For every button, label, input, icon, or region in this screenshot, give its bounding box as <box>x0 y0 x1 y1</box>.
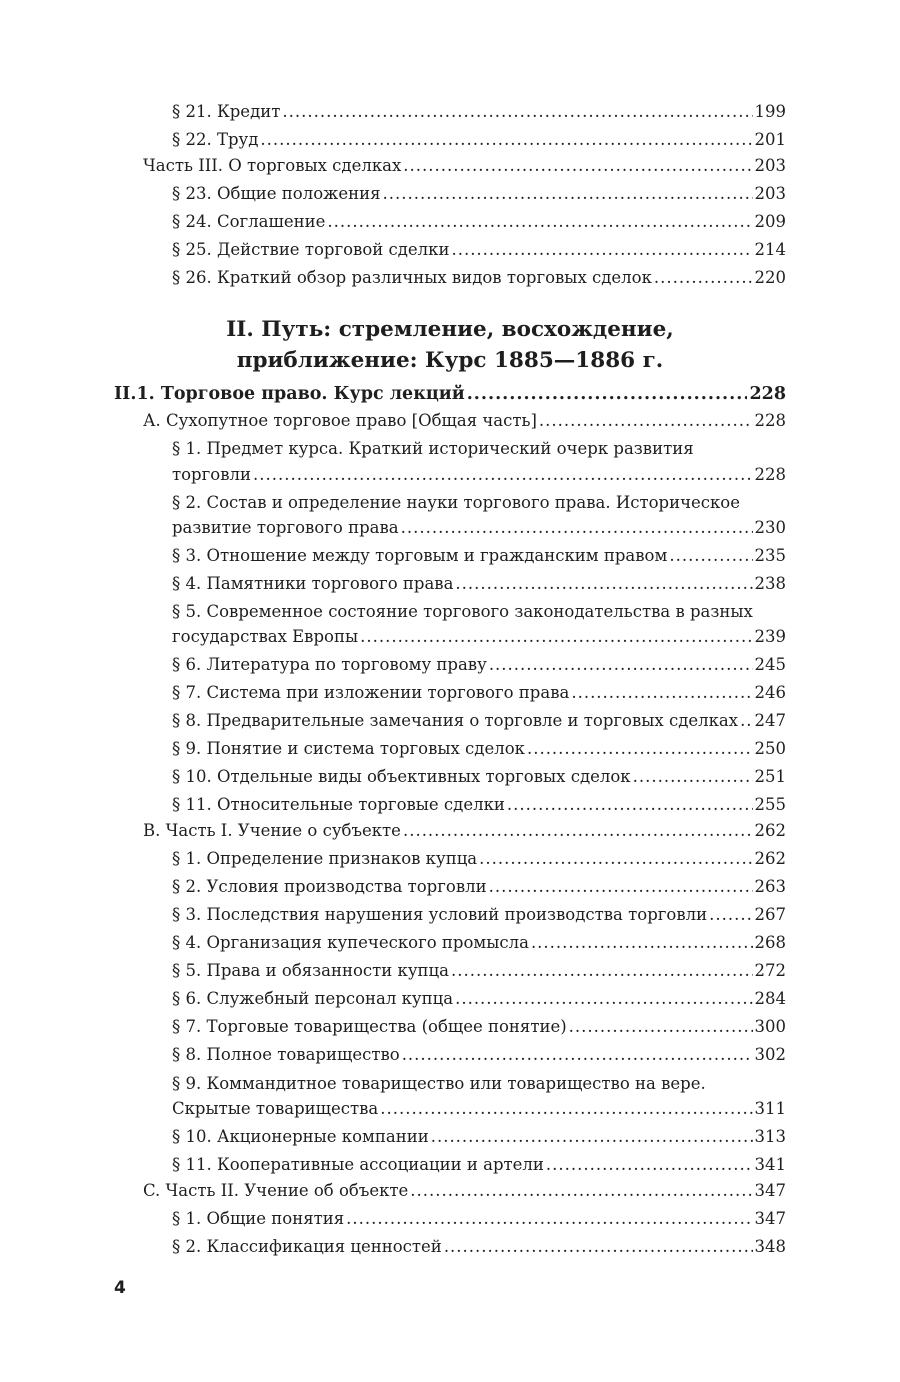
dot-leader <box>282 99 752 125</box>
toc-entry-title: § 10. Акционерные компании <box>172 1127 429 1146</box>
toc-entry-page: 199 <box>754 102 786 121</box>
dot-leader <box>327 209 752 235</box>
toc-entry <box>172 680 786 706</box>
toc-entry-title: § 24. Соглашение <box>172 212 326 231</box>
toc-entry <box>172 736 786 762</box>
toc-entry-page: 209 <box>754 212 786 231</box>
dot-leader <box>455 571 752 597</box>
toc-entry-page: 272 <box>754 961 786 980</box>
section-heading-line-1: II. Путь: стремление, восхождение, <box>226 317 674 342</box>
dot-leader <box>709 902 752 928</box>
toc-entry <box>172 515 786 541</box>
toc-entry-page: 262 <box>754 849 786 868</box>
dot-leader <box>479 846 752 872</box>
toc-entry-page: 300 <box>754 1017 786 1036</box>
toc-entry-page: 263 <box>754 877 786 896</box>
toc-entry <box>172 1014 786 1040</box>
toc-entry-title: § 22. Труд <box>172 130 259 149</box>
toc-entry-title-line1: § 5. Современное состояние торгового законодательства в разных <box>172 602 753 621</box>
toc-entry-title: § 23. Общие положения <box>172 184 381 203</box>
toc-entry-title: § 26. Краткий обзор различных видов торговых сделок <box>172 268 652 287</box>
toc-entry <box>172 652 786 678</box>
dot-leader <box>403 818 753 844</box>
toc-entry-title: § 25. Действие торговой сделки <box>172 240 450 259</box>
toc-entry <box>172 181 786 207</box>
dot-leader <box>444 1234 753 1260</box>
dot-leader <box>531 930 753 956</box>
toc-entry-title: государствах Европы <box>172 627 359 646</box>
dot-leader <box>260 127 752 153</box>
toc-entry-title: § 8. Полное товарищество <box>172 1045 400 1064</box>
toc-entry-page: 268 <box>754 933 786 952</box>
toc-entry-title: § 5. Права и обязанности купца <box>172 961 450 980</box>
toc-entry-page: 347 <box>754 1209 786 1228</box>
toc-entry-title: § 2. Условия производства торговли <box>172 877 487 896</box>
toc-entry-title: § 10. Отдельные виды объективных торговых сделок <box>172 767 631 786</box>
toc-entry-page: 235 <box>754 546 786 565</box>
toc-entry-title: § 6. Литература по торговому праву <box>172 655 487 674</box>
dot-leader <box>431 1124 753 1150</box>
toc-entry-title: § 1. Определение признаков купца <box>172 849 478 868</box>
toc-entry <box>143 408 786 434</box>
toc-entry-title: § 6. Служебный персонал купца <box>172 989 454 1008</box>
toc-entry <box>172 624 786 650</box>
toc-entry <box>172 1152 786 1178</box>
toc-entry-title: § 3. Последствия нарушения условий производства торговли <box>172 905 708 924</box>
dot-leader <box>527 736 753 762</box>
dot-leader <box>382 181 752 207</box>
toc-entry-title: § 7. Торговые товарищества (общее понятие) <box>172 1017 567 1036</box>
page-number: 4 <box>114 1278 126 1298</box>
toc-entry <box>172 846 786 872</box>
dot-leader <box>507 792 753 818</box>
toc-entry-page: 267 <box>754 905 786 924</box>
toc-entry-page: 238 <box>754 574 786 593</box>
toc-entry-title-line1: § 9. Коммандитное товарищество или товарищество на вере. <box>172 1074 706 1093</box>
toc-entry <box>172 571 786 597</box>
dot-leader <box>569 1014 753 1040</box>
toc-entry-page: 284 <box>754 989 786 1008</box>
toc-entry-title: § 21. Кредит <box>172 102 281 121</box>
dot-leader <box>546 1152 753 1178</box>
toc-entry-title: B. Часть I. Учение о субъекте <box>143 821 401 840</box>
toc-entry-title: § 2. Классификация ценностей <box>172 1237 442 1256</box>
dot-leader <box>669 543 752 569</box>
toc-entry-title: § 4. Организация купеческого промысла <box>172 933 529 952</box>
toc-entry-title: § 8. Предварительные замечания о торговле и торговых сделках <box>172 711 739 730</box>
dot-leader <box>402 1042 753 1068</box>
toc-entry <box>172 764 786 790</box>
toc-entry-page: 313 <box>754 1127 786 1146</box>
toc-entry <box>172 265 786 291</box>
toc-entry <box>172 99 786 125</box>
toc-entry <box>172 1206 786 1232</box>
toc-entry-title: Часть III. О торговых сделках <box>143 156 402 175</box>
toc-entry-title: развитие торгового права <box>172 518 399 537</box>
toc-entry <box>143 153 786 179</box>
toc-entry-page: 247 <box>754 711 786 730</box>
toc-entry-page: 262 <box>754 821 786 840</box>
toc-entry <box>172 902 786 928</box>
toc-entry-page: 347 <box>754 1181 786 1200</box>
dot-leader <box>380 1096 752 1122</box>
toc-entry-title: § 3. Отношение между торговым и гражданским правом <box>172 546 668 565</box>
toc-entry-page: 302 <box>754 1045 786 1064</box>
toc-entry <box>172 209 786 235</box>
toc-entry-title: § 11. Кооперативные ассоциации и артели <box>172 1155 544 1174</box>
toc-entry-page: 250 <box>754 739 786 758</box>
toc-entry-title: Скрытые товарищества <box>172 1099 379 1118</box>
dot-leader <box>346 1206 752 1232</box>
dot-leader <box>451 958 752 984</box>
toc-entry-page: 228 <box>754 465 786 484</box>
toc-entry-title-line1: § 2. Состав и определение науки торгового права. Историческое <box>172 493 740 512</box>
toc-entry-title: § 9. Понятие и система торговых сделок <box>172 739 525 758</box>
toc-entry-title: § 7. Система при изложении торгового права <box>172 683 570 702</box>
toc-entry-page: 203 <box>754 156 786 175</box>
toc-entry-title: § 4. Памятники торгового права <box>172 574 454 593</box>
toc-entry-page: 246 <box>754 683 786 702</box>
toc-entry-title: C. Часть II. Учение об объекте <box>143 1181 409 1200</box>
toc-entry-page: 245 <box>754 655 786 674</box>
toc-entry <box>172 930 786 956</box>
dot-leader <box>410 1178 752 1204</box>
toc-entry-page: 228 <box>749 384 786 404</box>
toc-entry-title: § 11. Относительные торговые сделки <box>172 795 505 814</box>
dot-leader <box>740 708 752 734</box>
toc-entry-page: 255 <box>754 795 786 814</box>
toc-entry <box>172 462 786 488</box>
toc-entry-page: 220 <box>754 268 786 287</box>
toc-entry <box>172 1096 786 1122</box>
toc-entry <box>172 986 786 1012</box>
dot-leader <box>401 515 753 541</box>
dot-leader <box>489 874 753 900</box>
section-heading-line-2: приближение: Курс 1885—1886 г. <box>236 348 664 373</box>
dot-leader <box>571 680 752 706</box>
dot-leader <box>253 462 753 488</box>
toc-entry-page: 201 <box>754 130 786 149</box>
toc-entry-page: 251 <box>754 767 786 786</box>
toc-entry-title: II.1. Торговое право. Курс лекций <box>114 384 465 404</box>
dot-leader <box>451 237 752 263</box>
toc-entry <box>143 1178 786 1204</box>
toc-entry-page: 311 <box>754 1099 786 1118</box>
toc-entry-title: § 1. Общие понятия <box>172 1209 345 1228</box>
toc-entry-title-line1: § 1. Предмет курса. Краткий исторический очерк развития <box>172 439 694 458</box>
dot-leader <box>455 986 752 1012</box>
toc-entry <box>172 792 786 818</box>
toc-entry-title: А. Сухопутное торговое право [Общая часть] <box>143 411 537 430</box>
toc-entry-page: 203 <box>754 184 786 203</box>
toc-entry <box>172 958 786 984</box>
dot-leader <box>654 265 753 291</box>
dot-leader <box>360 624 752 650</box>
toc-entry-page: 239 <box>754 627 786 646</box>
dot-leader <box>489 652 753 678</box>
toc-entry-title: торговли <box>172 465 251 484</box>
dot-leader <box>403 153 752 179</box>
toc-entry <box>172 874 786 900</box>
toc-entry-part <box>114 381 786 407</box>
toc-entry <box>172 708 786 734</box>
toc-entry <box>172 1234 786 1260</box>
toc-entry <box>172 1124 786 1150</box>
dot-leader <box>539 408 753 434</box>
toc-entry-page: 230 <box>754 518 786 537</box>
toc-entry <box>172 237 786 263</box>
toc-entry <box>172 127 786 153</box>
toc-entry <box>143 818 786 844</box>
toc-entry-page: 348 <box>754 1237 786 1256</box>
toc-entry-page: 228 <box>754 411 786 430</box>
dot-leader <box>467 381 748 407</box>
toc-entry <box>172 543 786 569</box>
dot-leader <box>633 764 753 790</box>
toc-entry-page: 341 <box>754 1155 786 1174</box>
toc-entry <box>172 1042 786 1068</box>
toc-entry-page: 214 <box>754 240 786 259</box>
